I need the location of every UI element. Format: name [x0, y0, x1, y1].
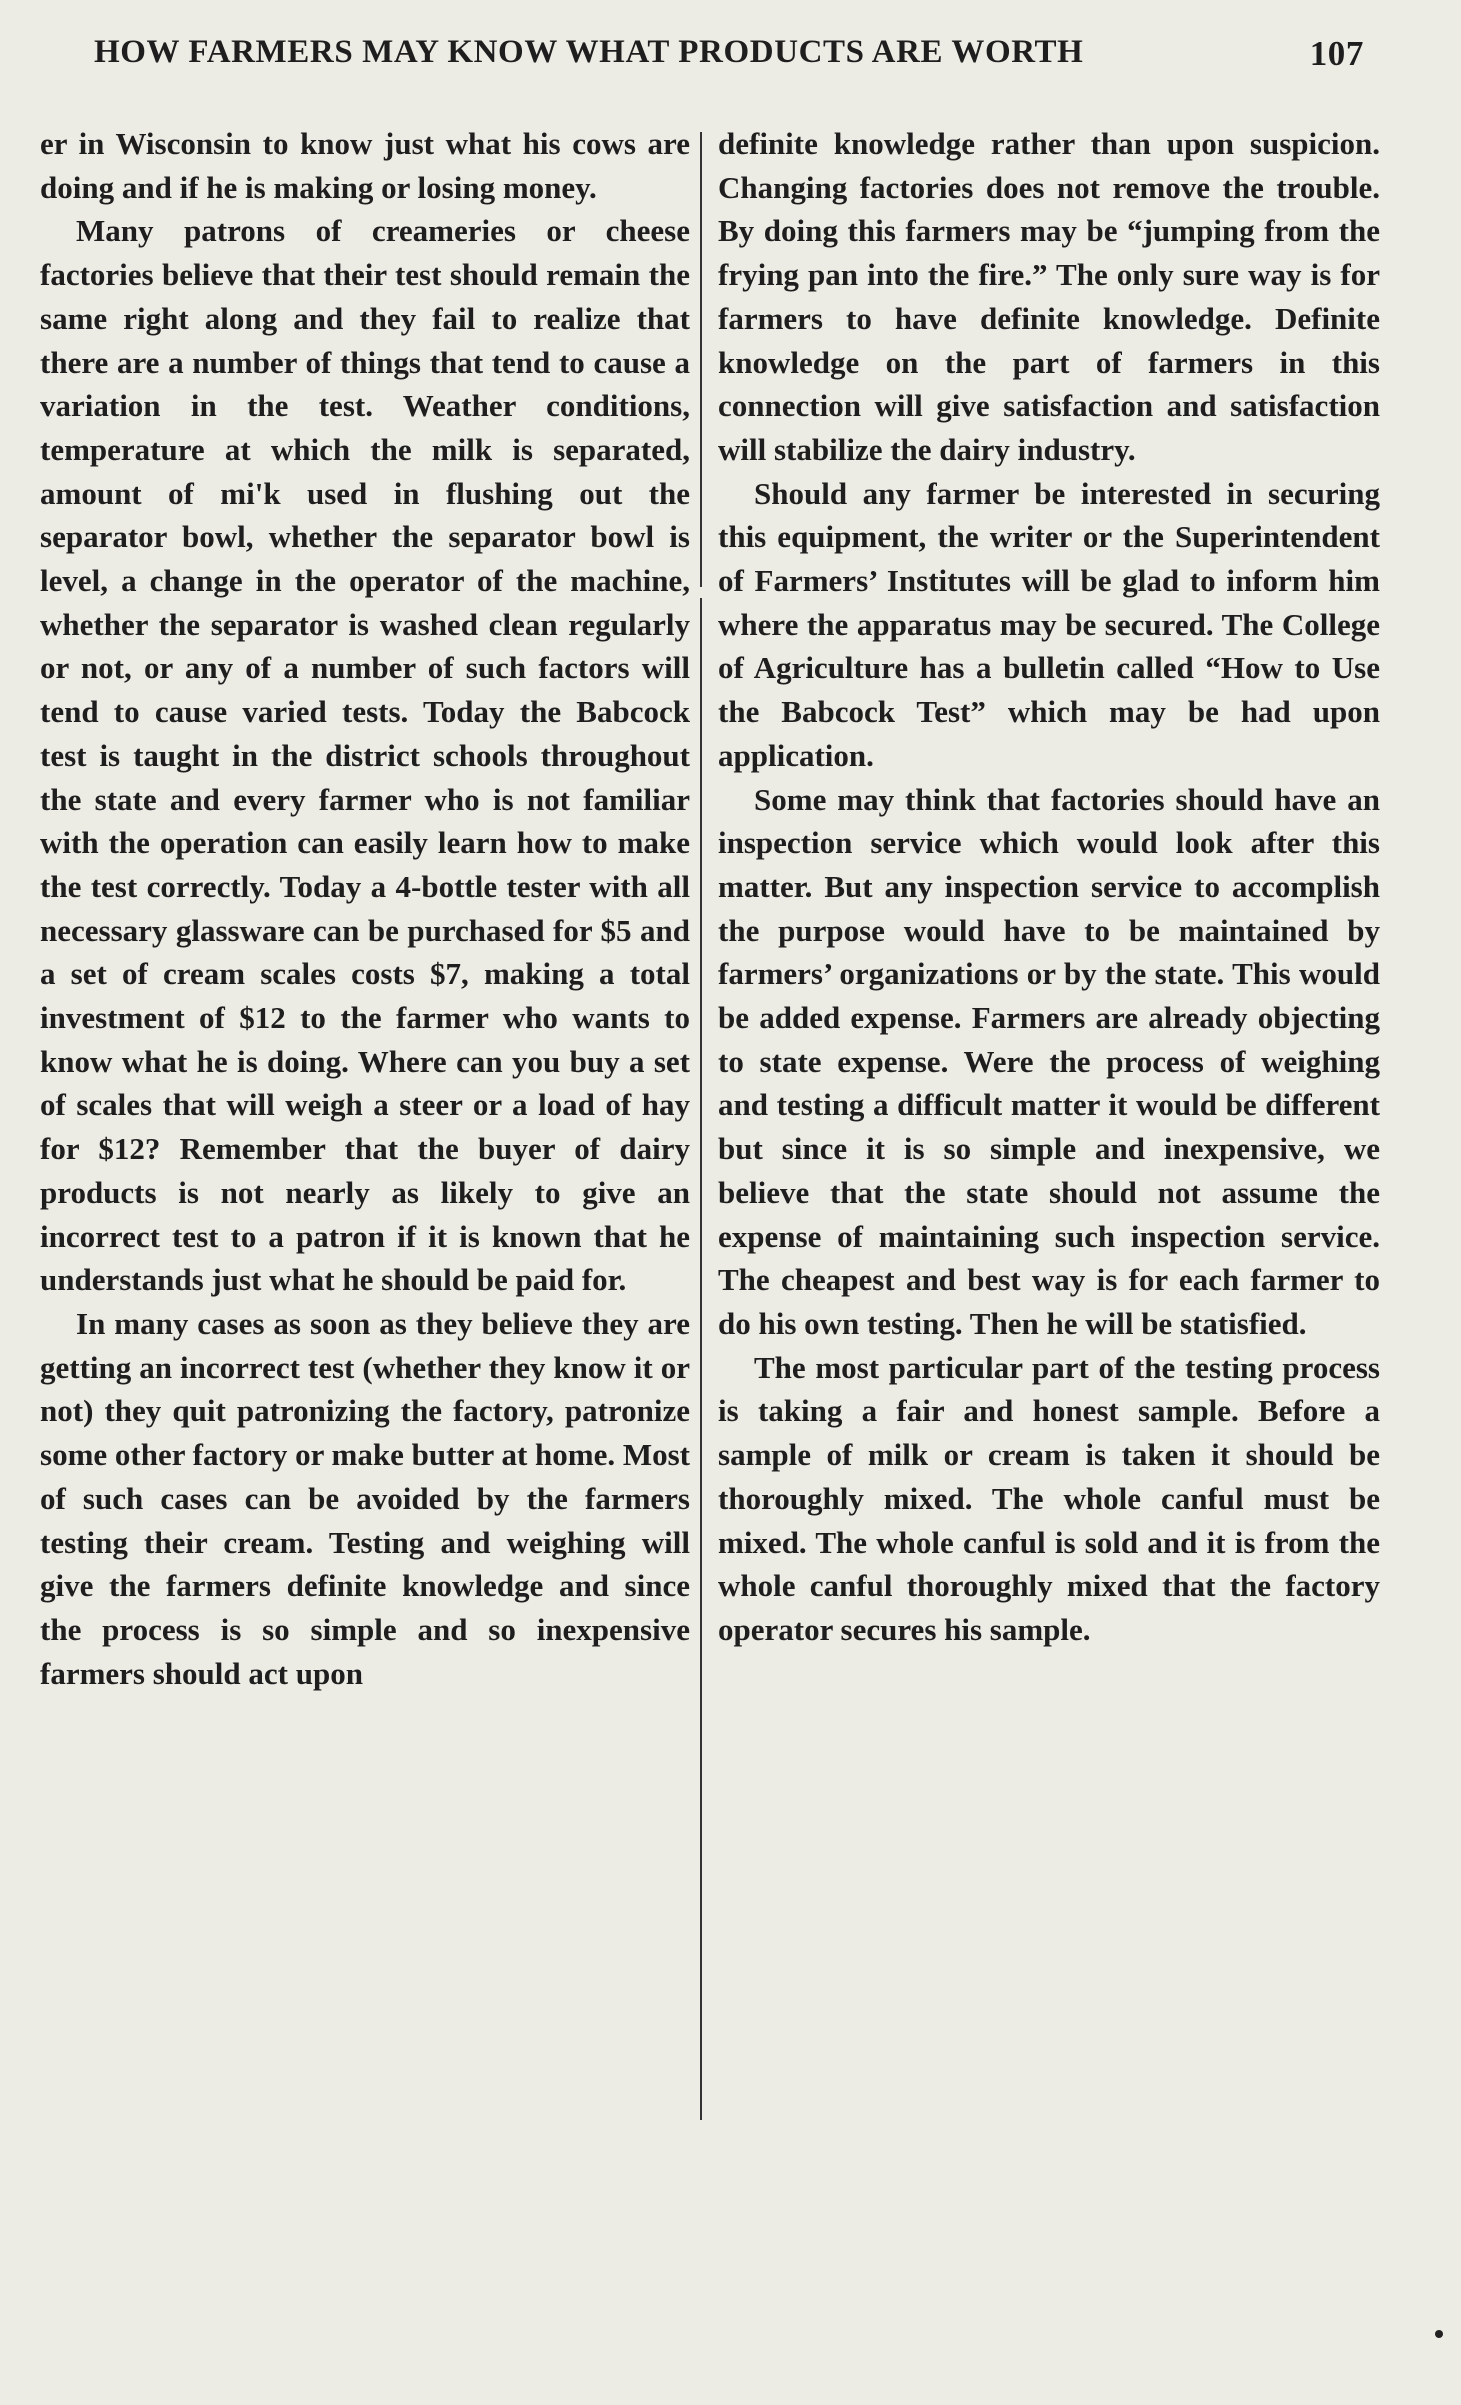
paragraph: Many patrons of creameries or cheese factories believe that their test should remain the same right along and they fail to realize that there are a number of things that tend to cause a variation in the test. Weather conditions, temperature at which the milk is separated, amount of mi'k used in flushing out the separator bowl, whether the separator bowl is level, a change in the operator of the machine, whether the separator is washed clean regularly or not, or any of a number of such factors will tend to cause varied tests. Today the Babcock test is taught in the district schools throughout the state and every farmer who is not familiar with the operation can easily learn how to make the test correctly. Today a 4-bottle tester with all necessary glassware can be purchased for $5 and a set of cream scales costs $7, making a total investment of $12 to the farmer who wants to know what he is doing. Where can you buy a set of scales that will weigh a steer or a load of hay for $12? Remember that the buyer of dairy products is not nearly as likely to give an incorrect test to a patron if it is known that he understands just what he should be paid for. [40, 213, 690, 1298]
running-header [94, 34, 1364, 84]
paragraph: The most particular part of the testing process is taking a fair and honest sample. Before a sample of milk or cream is taken it should be thoroughly mixed. The whole canful must be mixed. The whole canful is sold and it is from the whole canful thoroughly mixed that the factory operator secures his sample. [718, 1349, 1380, 1647]
paragraph: Should any farmer be interested in securing this equipment, the writer or the Superintendent of Farmers’ Institutes will be glad to inform him where the apparatus may be secured. The College of Agriculture has a bulletin called “How to Use the Babcock Test” which may be had upon application. [718, 475, 1380, 773]
paragraph: In many cases as soon as they believe they are getting an incorrect test (whether they know it or not) they quit patronizing the factory, patronize some other factory or make butter at home. Most of such cases can be avoided by the farmers testing their cream. Testing and weighing will give the farmers definite knowledge and since the process is so simple and so inexpensive farmers should act upon [40, 1305, 690, 1691]
paragraph: definite knowledge rather than upon suspicion. Changing factories does not remove the trouble. By doing this farmers may be “jumping from the frying pan into the fire.” The only sure way is for farmers to have definite knowledge. Definite knowledge on the part of farmers in this connection will give satisfaction and satisfaction will stabilize the dairy industry. [718, 126, 1380, 467]
ink-speck [1435, 2330, 1443, 2338]
running-title: HOW FARMERS MAY KNOW WHAT PRODUCTS ARE WORTH [94, 34, 1084, 70]
paragraph: Some may think that factories should have an inspection service which would look after this matter. But any inspection service to accomplish the purpose would have to be maintained by farmers’ organizations or by the state. This would be added expense. Farmers are already objecting to state expense. Were the process of weighing and testing a difficult matter it would be different but since it is so simple and inexpensive, we believe that the state should not assume the expense of maintaining such inspection service. The cheapest and best way is for each farmer to do his own testing. Then he will be statisfied. [718, 781, 1380, 1341]
left-column [40, 122, 690, 1695]
paragraph: er in Wisconsin to know just what his cows are doing and if he is making or losing money. [40, 126, 690, 205]
page-number: 107 [1309, 34, 1364, 73]
column-divider-upper [700, 132, 702, 587]
column-divider-lower [700, 598, 702, 2120]
right-column [718, 122, 1380, 1652]
